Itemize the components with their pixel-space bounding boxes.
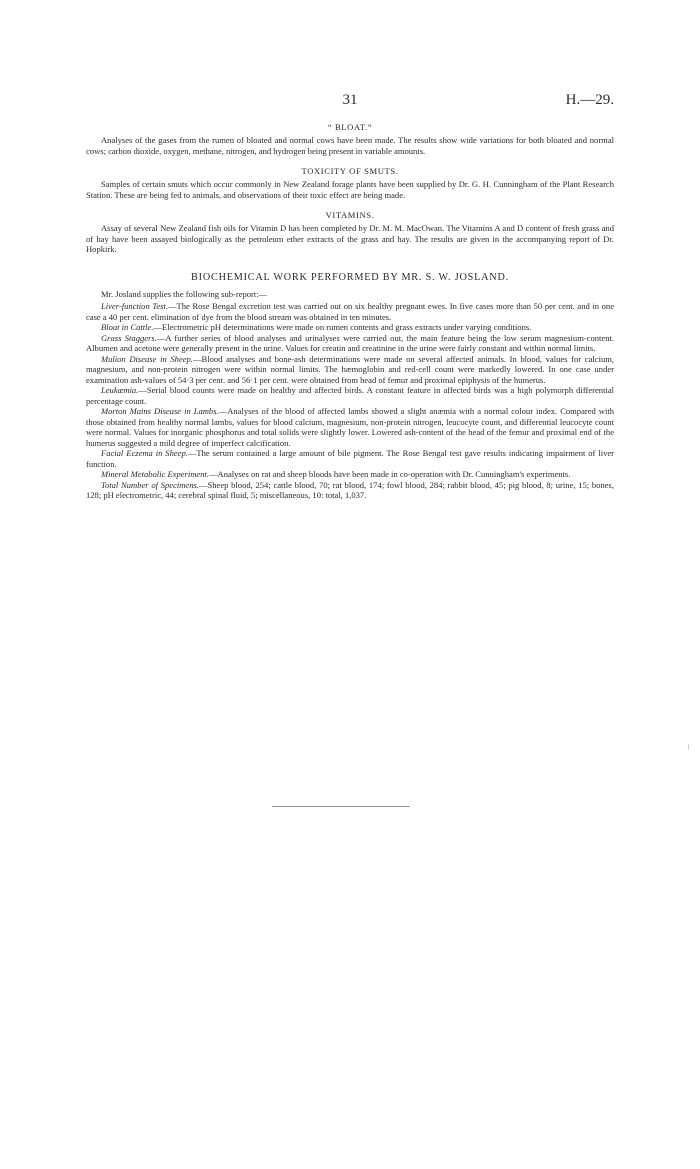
biochem-item-mulion-disease <box>86 354 614 386</box>
biochem-intro: Mr. Josland supplies the following sub-report:— <box>101 288 268 299</box>
item-text: —The Rose Bengal excretion test was carried out on six healthy pregnant ewes. In five cases more than 50 per cent. and in one case a 40 per cent. elimination of dye from the blood stream was obtained in ten minutes. <box>86 301 614 322</box>
page-header <box>86 92 614 112</box>
margin-mark <box>688 744 689 750</box>
section-bloat <box>86 121 614 156</box>
item-label: Liver-function Test. <box>101 301 168 311</box>
item-label: Leukæmia. <box>101 385 139 395</box>
biochem-item-liver-function <box>86 301 614 322</box>
section-title: VITAMINS. <box>325 210 375 220</box>
biochem-item-bloat-in-cattle <box>86 322 614 333</box>
section-paragraph: Samples of certain smuts which occur commonly in New Zealand forage plants have been supplied by Dr. G. H. Cunningham of the Plant Research Station. These are being fed to animals, and observations of their toxic effect are being made. <box>86 179 614 200</box>
item-label: Grass Staggers. <box>101 332 157 343</box>
item-label: Total Number of Specimens. <box>101 479 199 490</box>
section-title: “ BLOAT.” <box>327 122 373 132</box>
item-text: —Electrometric pH determinations were made on rumen contents and grass extracts under varying conditions. <box>153 322 532 332</box>
item-text: —Analyses on rat and sheep bloods have been made in co-operation with Dr. Cunningham's experiments. <box>209 469 571 479</box>
section-toxicity-of-smuts <box>86 165 614 200</box>
section-title: TOXICITY OF SMUTS. <box>301 166 399 176</box>
item-text: —Blood analyses and bone-ash determinations were made on several affected animals. In blood, values for calcium, magnesium, and non-protein nitrogen were within normal limits. The hæmoglobin and red-cell count were markedly lowered. In one case under examination ash-values of 54·3 per cent. and 56·1 per cent. were obtained from head of femur and proximal epiphysis of the humerus. <box>86 353 614 385</box>
biochem-item-facial-eczema <box>86 448 614 469</box>
biochem-item-leukaemia <box>86 385 614 406</box>
biochem-item-total-specimens <box>86 480 614 501</box>
item-label: Facial Eczema in Sheep. <box>101 448 188 458</box>
page-content <box>86 121 614 501</box>
item-label: Bloat in Cattle. <box>101 322 154 332</box>
item-label: Mulion Disease in Sheep. <box>101 353 193 364</box>
section-biochemical-work <box>86 271 614 501</box>
item-text: —A further series of blood analyses and urinalyses were carried out, the main feature being the low serum magnesium-content. Albumen and acetone were generally present in the urine. Values for creatin and creatinine in the urine were fairly constant and within normal limits. <box>86 332 614 353</box>
page-number: 31 <box>342 92 358 108</box>
section-paragraph: Assay of several New Zealand fish oils for Vitamin D has been completed by Dr. M. M. MacOwan. The Vitamins A and D content of fresh grass and of hay have been assayed biologically as the petroleum ether extracts of the grass and hay. The results are given in the accompanying report of Dr. Hopkirk. <box>86 223 614 254</box>
item-text: —The serum contained a large amount of bile pigment. The Rose Bengal test gave results indicating impairment of liver function. <box>86 448 614 469</box>
item-text: —Serial blood counts were made on healthy and affected birds. A constant feature in affected birds was a high polymorph differential percentage count. <box>86 385 614 406</box>
item-text: —Analyses of the blood of affected lambs showed a slight anæmia with a normal colour index. Compared with those obtained from healthy normal lambs, values for blood calcium, magnesium, non-protein nitrogen, leucocyte count, and differential leucocyte count were normal. Values for inorganic phosphorus and total solids were slightly lower. Lowered ash-content of the head of the femur and proximal end of the humerus suggested a mild degree of imperfect calcification. <box>86 406 614 448</box>
end-rule-divider <box>272 806 410 807</box>
biochem-item-morton-mains <box>86 406 614 448</box>
biochem-item-grass-staggers <box>86 333 614 354</box>
biochem-item-mineral-metabolic <box>86 469 614 480</box>
biochem-heading: BIOCHEMICAL WORK PERFORMED BY MR. S. W. JOSLAND. <box>191 271 509 283</box>
report-code: H.—29. <box>565 92 614 108</box>
section-paragraph: Analyses of the gases from the rumen of bloated and normal cows have been made. The results show wide variations for both bloated and normal cows; carbon dioxide, oxygen, methane, nitrogen, and hydrogen being present in variable amounts. <box>86 135 614 156</box>
section-vitamins <box>86 209 614 255</box>
item-label: Mineral Metabolic Experiment. <box>101 469 209 479</box>
item-label: Morton Mains Disease in Lambs. <box>101 406 219 416</box>
item-text: —Sheep blood, 254; cattle blood, 70; rat blood, 174; fowl blood, 284; rabbit blood, 45; pig blood, 8; urine, 15; bones, 128; pH electrometric, 44; cerebral spinal fluid, 5; miscellaneous, 10: total, 1,037. <box>86 479 614 500</box>
